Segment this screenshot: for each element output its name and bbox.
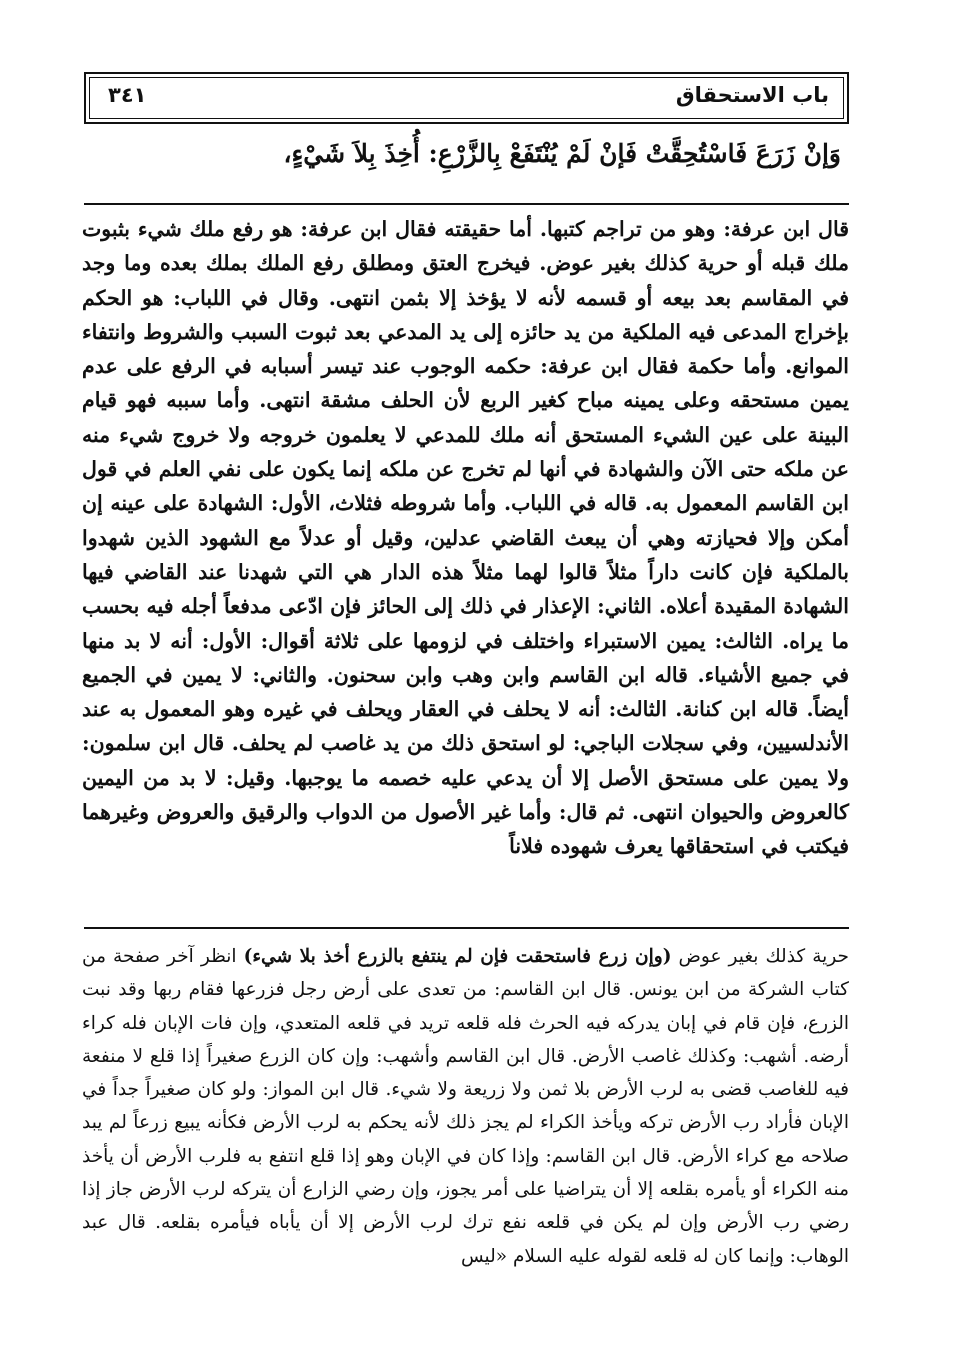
footnote-paragraph [82,940,849,1273]
footnote-text [82,940,849,1273]
footnote-divider [84,927,849,929]
page-number: ٣٤١ [108,83,147,107]
footnote-lead: حرية كذلك بغير عوض [678,946,849,967]
matn-verse: وَإنْ زَرَعَ فَاسْتُحِقَّتْ فَإنْ لَمْ يُنْتَفَعْ بِالزَّرْعِ: أُخِذَ بِلاَ شَيْءٍ، [283,139,841,168]
footnote-body: انظر آخر صفحة من كتاب الشركة من ابن يونس. قال ابن القاسم: من تعدى على أرض رجل فزرعها فقام ربها وقد نبت الزرع، فإن قام في إبان يدركه فيه الحرث فله قلعه تريد في قلعه المتعدي، وإن فات الإبان فله كراء أرضه. أشهب: وكذلك غاصب الأرض. قال ابن القاسم وأشهب: وإن كان الزرع صغيراً إذا قلع لا منفعة فيه للغاصب قضى به لرب الأرض بلا ثمن ولا زريعة ولا شيء. قال ابن المواز: ولو كان صغيراً جداً في الإبان فأراد رب الأرض تركه ويأخذ الكراء لم يجز ذلك لأنه يحكم به لرب الأرض فكأنه يبيع زرعاً لم يبد صلاحه مع كراء الأرض. قال ابن القاسم: وإذا كان في الإبان وهو إذا قلع انتفع به فلرب الأرض أن يأخذ منه الكراء أو يأمره بقلعه إلا أن يتراضيا على أمر يجوز، وإن رضي الزارع أن يتركه لرب الأرض جاز إذا رضي رب الأرض وإن لم يكن في قلعه نفع ترك لرب الأرض إلا أن يأباه فيأمره بقلعه. قال عبد الوهاب: وإنما كان له قلعه لقوله عليه السلام «ليس [82,946,849,1267]
commentary-paragraph: قال ابن عرفة: وهو من تراجم كتبها. أما حقيقته فقال ابن عرفة: هو رفع ملك شيء بثبوت ملك قبله أو حرية كذلك بغير عوض. فيخرج العتق ومطلق رفع الملك بملك بعده وما وجد في المقاسم بعد بيعه أو قسمه لأنه لا يؤخذ إلا بثمن انتهى. وقال في اللباب: هو الحكم بإخراج المدعى فيه الملكية من يد حائزه إلى يد المدعي بعد ثبوت السبب والشروط وانتفاء الموانع. وأما حكمة فقال ابن عرفة: حكمه الوجوب عند تيسر أسبابه في الرفع على عدم يمين مستحقه وعلى يمينه مباح كغير الربع لأن الحلف مشقة انتهى. وأما سببه فهو قيام البينة على عين الشيء المستحق أنه ملك للمدعي لا يعلمون خروجه ولا خروج شيء منه عن ملكه حتى الآن والشهادة في أنها لم تخرج عن ملكه إنما يكون على نفي العلم في قول ابن القاسم المعمول به. قاله في اللباب. وأما شروطه فثلاث، الأول: الشهادة على عينه إن أمكن وإلا فحيازته وهي أن يبعث القاضي عدلين، وقيل أو عدلاً مع الشهود الذين شهدوا بالملكية فإن كانت داراً مثلاً قالوا لهما مثلاً هذه الدار هي التي شهدنا عند القاضي فيها الشهادة المقيدة أعلاه. الثاني: الإعذار في ذلك إلى الحائز فإن ادّعى مدفعاً أجله فيه بحسب ما يراه. الثالث: يمين الاستبراء واختلف في لزومها على ثلاثة أقوال: الأول: أنه لا بد منها في جميع الأشياء. قاله ابن القاسم وابن وهب وابن سحنون. والثاني: لا يمين في الجميع أيضاً. قاله ابن كنانة. الثالث: أنه لا يحلف في العقار ويحلف في غيره وهو المعمول به عند الأندلسيين، وفي سجلات الباجي: لو استحق ذلك من يد غاصب لم يحلف. قال ابن سلمون: ولا يمين على مستحق الأصل إلا أن يدعي عليه خصمه ما يوجبها. وقيل: لا بد من اليمين كالعروض والحيوان انتهى. ثم قال: وأما غير الأصول من الدواب والرقيق والعروض وغيرهما فيكتب في استحقاقها يعرف شهوده فلاناً [82,217,849,859]
top-divider [84,203,849,205]
commentary-text [82,212,849,864]
chapter-title: باب الاستحقاق [675,83,829,107]
page-header [84,72,849,124]
footnote-quoted-matn: (وإن زرع فاستحقت فإن لم ينتفع بالزرع أخذ بلا شيء) [243,946,672,967]
